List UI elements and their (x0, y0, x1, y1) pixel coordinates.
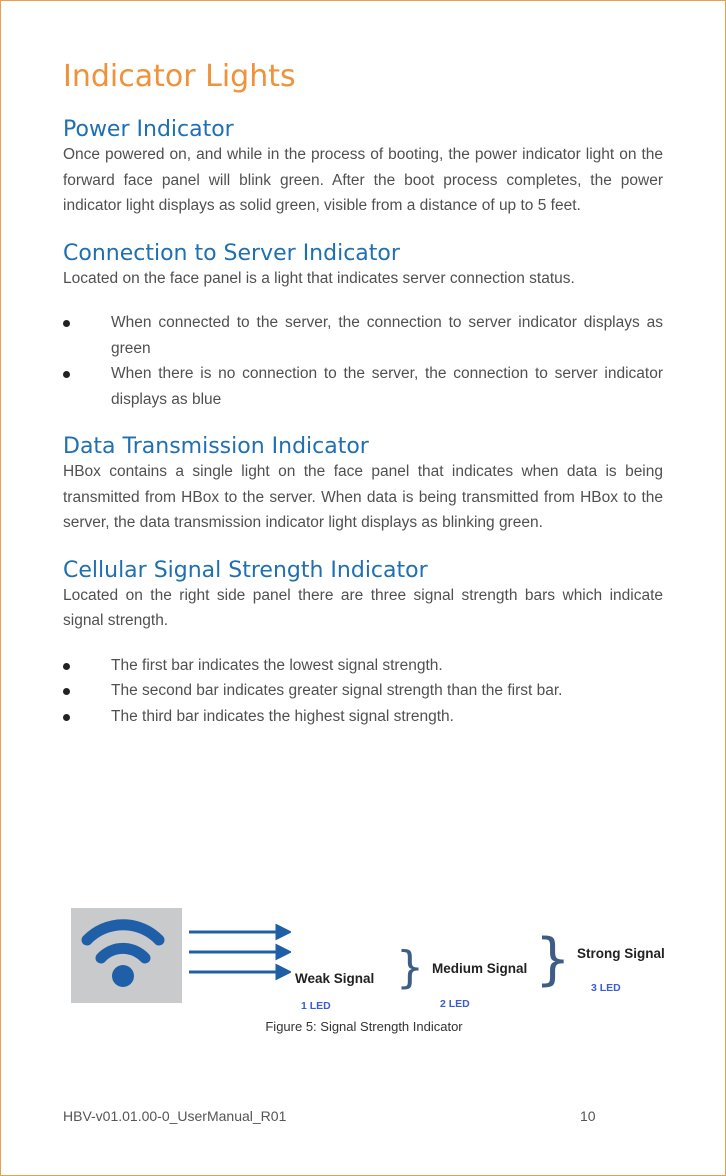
section-paragraph-connection: Located on the face panel is a light that indicates server connection status. (63, 269, 575, 287)
list-item: When there is no connection to the server, the connection to server indicator displays as blue (63, 361, 663, 412)
brace-icon: } (396, 942, 424, 993)
section-heading-cellular: Cellular Signal Strength Indicator (63, 557, 428, 583)
brace-icon: } (535, 927, 571, 992)
signal-strength-figure (69, 906, 673, 1012)
section-paragraph-data-transmission: HBox contains a single light on the face panel that indicates when data is being transmitted from HBox to the server. When data is being transmitted from HBox to the server, the data transmission indicator light displays as blinking green. (63, 463, 663, 531)
bullet-icon (63, 320, 70, 327)
section-paragraph-power: Once powered on, and while in the process of booting, the power indicator light on the forward face panel will blink green. After the boot process completes, the power indicator light displays as solid green, visible from a distance of up to 5 feet. (63, 146, 663, 214)
list-item: The first bar indicates the lowest signal strength. (63, 653, 663, 679)
list-item: The third bar indicates the highest signal strength. (63, 704, 663, 730)
spacer (63, 291, 663, 310)
bullet-list-connection (63, 310, 663, 412)
footer-doc-id: HBV-v01.01.00-0_UserManual_R01 (63, 1108, 287, 1124)
page-content (63, 59, 663, 729)
page-title: Indicator Lights (63, 59, 296, 94)
medium-signal-led: 2 LED (440, 998, 470, 1010)
weak-signal-label: Weak Signal (295, 971, 375, 986)
bullet-list-cellular (63, 653, 663, 730)
medium-signal-label: Medium Signal (432, 961, 528, 976)
wifi-icon-background (71, 908, 182, 1003)
list-item: The second bar indicates greater signal strength than the first bar. (63, 678, 663, 704)
section-heading-data-transmission: Data Transmission Indicator (63, 434, 369, 459)
weak-signal-led: 1 LED (301, 1000, 331, 1012)
strong-signal-label: Strong Signal (577, 946, 665, 961)
strong-signal-led: 3 LED (591, 982, 621, 994)
spacer (63, 634, 663, 653)
section-heading-power: Power Indicator (63, 117, 234, 142)
arrows-icon (187, 924, 291, 984)
list-item: When connected to the server, the connection to server indicator displays as green (63, 310, 663, 361)
section-heading-connection: Connection to Server Indicator (63, 240, 400, 266)
bullet-icon (63, 714, 70, 721)
footer-page-number: 10 (580, 1108, 596, 1124)
wifi-icon (71, 908, 182, 1003)
bullet-icon (63, 663, 70, 670)
bullet-icon (63, 688, 70, 695)
section-paragraph-cellular: Located on the right side panel there are three signal strength bars which indicate signal strength. (63, 586, 663, 629)
bullet-icon (63, 371, 70, 378)
figure-caption: Figure 5: Signal Strength Indicator (265, 1019, 463, 1034)
